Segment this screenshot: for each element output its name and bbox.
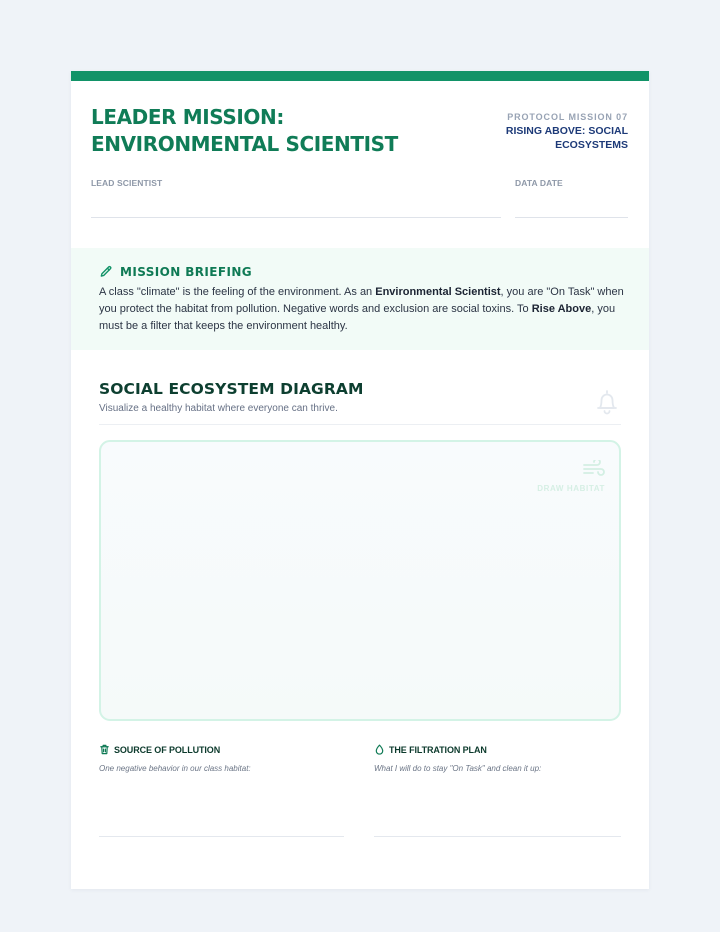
data-date-label: DATA DATE <box>515 178 563 188</box>
page-title <box>91 104 431 158</box>
briefing-title: MISSION BRIEFING <box>120 265 253 279</box>
filtration-prompt: What I will do to stay "On Task" and clean it up: <box>374 764 542 773</box>
pencil-icon <box>99 265 113 279</box>
wind-icon <box>583 460 605 478</box>
briefing-text-3: , you must be a filter that keeps the environment healthy. <box>99 303 616 332</box>
lead-scientist-label: LEAD SCIENTIST <box>91 178 163 188</box>
filtration-answer-field[interactable] <box>374 836 621 837</box>
briefing-text-1: A class "climate" is the feeling of the environment. As an <box>99 286 376 298</box>
worksheet-page <box>71 71 649 889</box>
trash-icon <box>99 744 110 755</box>
draw-habitat-label: DRAW HABITAT <box>537 484 605 493</box>
diagram-title: SOCIAL ECOSYSTEM DIAGRAM <box>99 380 364 398</box>
protocol-code: PROTOCOL MISSION 07 <box>507 112 628 122</box>
title-line-2: ENVIRONMENTAL SCIENTIST <box>91 132 398 156</box>
briefing-heading <box>99 265 252 279</box>
protocol-block <box>438 111 628 152</box>
diagram-divider <box>99 424 621 425</box>
briefing-bold-1: Environmental Scientist <box>375 286 501 298</box>
filtration-heading <box>374 744 487 755</box>
pollution-answer-field[interactable] <box>99 836 344 837</box>
habitat-drawing-area[interactable] <box>99 440 621 721</box>
protocol-name: RISING ABOVE: SOCIAL ECOSYSTEMS <box>505 125 628 151</box>
pollution-heading <box>99 744 220 755</box>
droplet-icon <box>374 744 385 755</box>
briefing-text <box>99 284 624 335</box>
mission-briefing <box>71 248 649 350</box>
filtration-title: THE FILTRATION PLAN <box>389 744 487 755</box>
diagram-subtitle: Visualize a healthy habitat where everyone can thrive. <box>99 403 338 414</box>
pollution-prompt: One negative behavior in our class habitat: <box>99 764 251 773</box>
bell-icon <box>595 389 619 415</box>
accent-bar <box>71 71 649 81</box>
briefing-text-2: , you are "On Task" when you protect the habitat from pollution. Negative words and exclusion are social toxins. To <box>99 286 624 315</box>
briefing-bold-2: Rise Above <box>531 303 592 315</box>
pollution-title: SOURCE OF POLLUTION <box>114 744 221 755</box>
lead-scientist-field[interactable] <box>91 217 501 218</box>
title-line-1: LEADER MISSION: <box>91 105 284 129</box>
data-date-field[interactable] <box>515 217 628 218</box>
